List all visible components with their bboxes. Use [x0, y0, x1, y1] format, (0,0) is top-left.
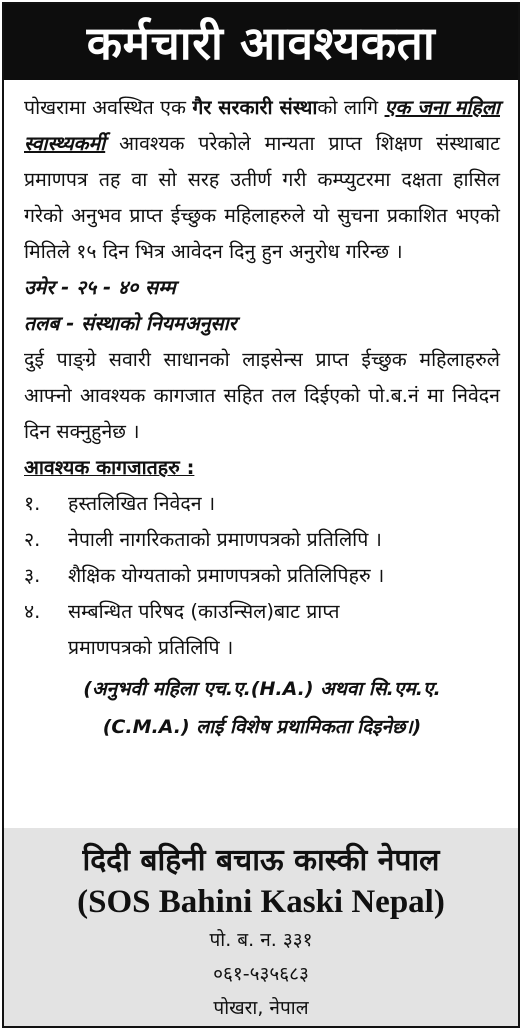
organization-name-english: (SOS Bahini Kaski Nepal)	[77, 884, 445, 920]
priority-note-line-1: (अनुभवी महिला एच.ए.(H.A.) अथवा सि.एम.ए.	[83, 678, 441, 700]
documents-heading-text: आवश्यक कागजातहरु :	[24, 456, 195, 479]
list-item-number: ३.	[24, 564, 41, 587]
ad-body	[4, 80, 518, 746]
phone-number: ०६१-५३५६८३	[213, 963, 309, 985]
organization-name-nepali: दिदी बहिनी बचाऊ कास्की नेपाल	[82, 843, 440, 878]
list-item-number: ४.	[24, 600, 41, 623]
list-item	[24, 594, 500, 630]
list-item-number: २.	[24, 528, 41, 551]
po-box: पो. ब. न. ३३१	[209, 929, 313, 951]
intro-text-3: आवश्यक परेकोले मान्यता प्राप्त शिक्षण संस्थाबाट प्रमाणपत्र तह वा सो सरह उतीर्ण गरी कम्प्युटरमा दक्षता हासिल गरेको अनुभव प्राप्त ईच्छुक महिलाहरुले यो सुचना प्रकाशित भएको मितिले १५ दिन भित्र आवेदन दिनु हुन अनुरोध गरिन्छ ।	[24, 132, 500, 263]
list-item-continuation: प्रमाणपत्रको प्रतिलिपि ।	[68, 636, 234, 659]
salary-info: तलब - संस्थाको नियमअनुसार	[24, 312, 237, 335]
license-paragraph: दुई पाङ्ग्रे सवारी साधानको लाइसेन्स प्राप्त ईच्छुक महिलाहरुले आफ्नो आवश्यक कागजात सहित तल दिईएको पो.ब.नं मा निवेदन दिन सक्नुहुनेछ ।	[24, 348, 500, 443]
ad-title: कर्मचारी आवश्यकता	[86, 16, 436, 70]
organization-footer	[4, 828, 518, 1026]
list-item	[24, 486, 500, 522]
position-title: एक जना महिला स्वास्थ्यकर्मी	[24, 96, 500, 155]
list-item-text: शैक्षिक योग्यताको प्रमाणपत्रको प्रतिलिपिहरु ।	[68, 564, 385, 587]
list-item-text: नेपाली नागरिकताको प्रमाणपत्रको प्रतिलिपि ।	[68, 528, 382, 551]
job-advertisement	[2, 2, 520, 1028]
documents-heading	[24, 450, 500, 486]
age-requirement: उमेर - २५ - ४० सम्म	[24, 276, 176, 299]
organization-type: गैर सरकारी संस्था	[192, 96, 318, 119]
intro-paragraph	[24, 90, 500, 270]
ad-title-banner	[4, 4, 518, 80]
priority-note	[24, 666, 500, 746]
intro-text-1: पोखरामा अवस्थित एक	[24, 96, 193, 119]
list-item-text: सम्बन्धित परिषद (काउन्सिल)बाट प्राप्त	[68, 600, 340, 623]
list-item-number: १.	[24, 492, 41, 515]
address: पोखरा, नेपाल	[213, 997, 309, 1019]
list-item	[24, 522, 500, 558]
list-item	[24, 558, 500, 594]
list-item-text: हस्तलिखित निवेदन ।	[68, 492, 216, 515]
intro-text-2: को लागि	[317, 96, 385, 119]
priority-note-line-2: (C.M.A.) लाई विशेष प्रथामिकता दिइनेछ।)	[102, 716, 422, 738]
documents-list	[24, 486, 500, 666]
